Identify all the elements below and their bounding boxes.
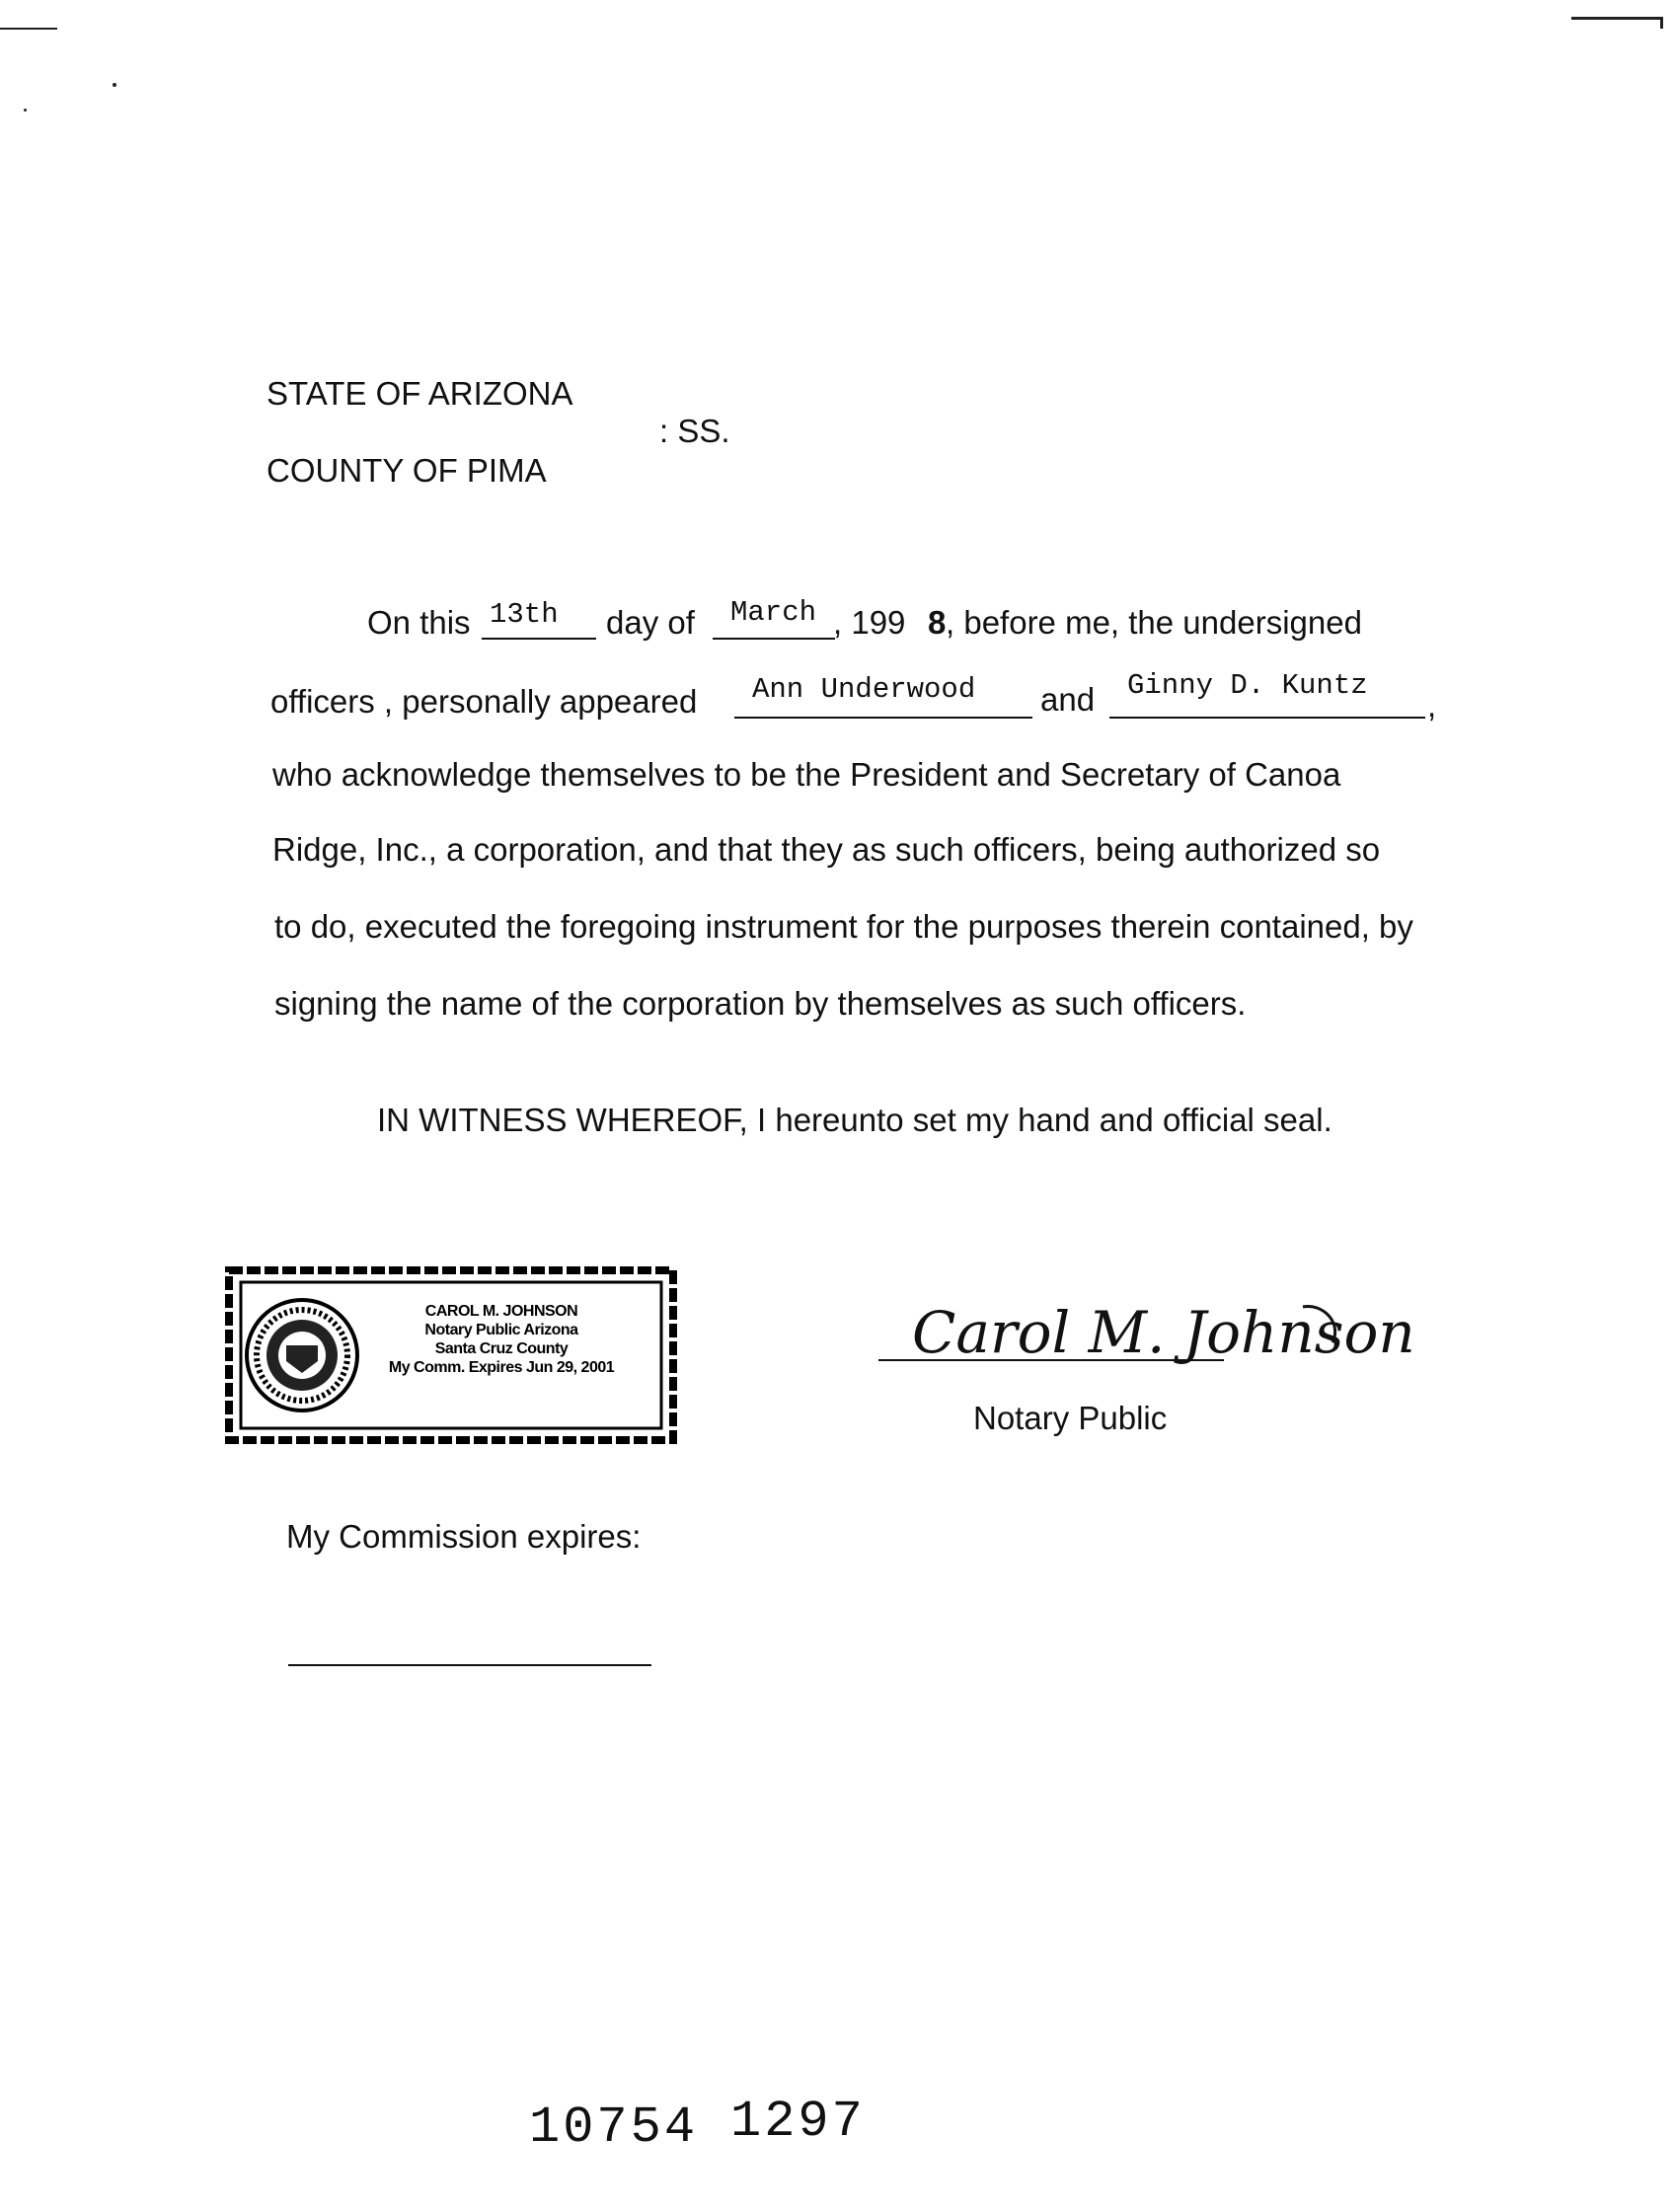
seal-name: CAROL M. JOHNSON (424, 1303, 578, 1320)
page-number: 1297 (730, 2093, 866, 2151)
body-line-4: Ridge, Inc., a corporation, and that they as such officers, being authorized so (272, 831, 1381, 868)
county-heading: COUNTY OF PIMA (266, 452, 547, 489)
notary-signature (869, 1283, 1421, 1382)
notary-seal-stamp (225, 1266, 677, 1444)
corner-mark-right (1571, 17, 1662, 20)
commission-label: My Commission expires: (286, 1518, 642, 1555)
seal-county: Santa Cruz County (434, 1340, 569, 1357)
seal-expires: My Comm. Expires Jun 29, 2001 (388, 1359, 615, 1376)
month-blank (713, 638, 835, 640)
notary-caption: Notary Public (973, 1400, 1168, 1436)
corner-mark-left (0, 28, 57, 30)
and-label: and (1040, 681, 1096, 718)
before-me-text: , before me, the undersigned (946, 604, 1362, 641)
commission-blank (288, 1664, 651, 1666)
ss-mark: : SS. (659, 413, 730, 449)
seal-title: Notary Public Arizona (424, 1322, 578, 1338)
body-line-6: signing the name of the corporation by themselves as such officers. (274, 985, 1247, 1022)
signature-graphic (869, 1283, 1421, 1382)
year-digit: 8 (928, 604, 947, 641)
corner-mark-right-tick (1660, 17, 1663, 29)
month-value: March (730, 596, 817, 629)
witness-clause: IN WITNESS WHEREOF, I hereunto set my hand and official seal. (377, 1102, 1332, 1138)
year-prefix: , 199 (833, 604, 906, 641)
body-line-3: who acknowledge themselves to be the President and Secretary of Canoa (272, 756, 1341, 793)
scan-dot (24, 109, 27, 112)
person1-name: Ann Underwood (752, 673, 976, 706)
signature-text: Carol M. Johnson (912, 1299, 1415, 1366)
body-line-5: to do, executed the foregoing instrument for the purposes therein contained, by (274, 908, 1413, 945)
seal-text-block (373, 1302, 630, 1377)
scan-dot (113, 83, 116, 87)
officers-intro: officers , personally appeared (270, 683, 698, 720)
day-value: 13th (490, 598, 559, 631)
person2-blank (1109, 717, 1425, 719)
day-blank (482, 638, 596, 640)
book-number: 10754 (529, 2098, 699, 2157)
person1-blank (734, 717, 1032, 719)
day-of-label: day of (606, 604, 695, 641)
person2-comma: , (1427, 687, 1437, 724)
on-this-label: On this (367, 604, 471, 641)
person2-name: Ginny D. Kuntz (1127, 669, 1368, 702)
state-heading: STATE OF ARIZONA (266, 375, 573, 412)
